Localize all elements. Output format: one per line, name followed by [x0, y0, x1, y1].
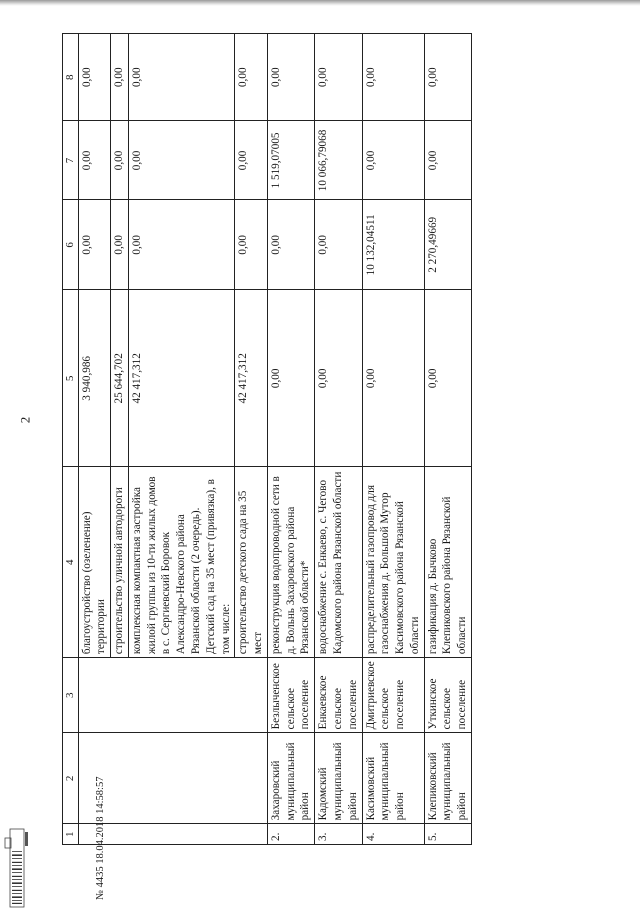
- value-col8: 0,00: [78, 34, 111, 121]
- row-number: 4.: [362, 824, 424, 845]
- register-table: [62, 33, 472, 845]
- settlement-cell: Безлыченское сельское поселение: [267, 658, 314, 733]
- value-col8: 0,00: [362, 34, 424, 121]
- value-col7: 0,00: [362, 121, 424, 200]
- table-header-row: [63, 34, 79, 845]
- rotated-table-container: [62, 33, 617, 845]
- object-cell: строительство детского сада на 35 мест: [235, 467, 268, 658]
- value-col7: 0,00: [111, 121, 129, 200]
- value-col6: 0,00: [267, 200, 314, 290]
- settlement-cell: Дмитриевское сельское поселение: [362, 658, 424, 733]
- value-col6: 10 132,04511: [362, 200, 424, 290]
- settlement-cell: Енкаевское сельское поселение: [315, 658, 362, 733]
- row-number: 3.: [315, 824, 362, 845]
- value-col6: 0,00: [315, 200, 362, 290]
- district-cell: Захаровский муниципальный район: [267, 733, 314, 824]
- district-cell: Клепиковский муниципальный район: [424, 733, 471, 824]
- column-header-4: 4: [63, 467, 79, 658]
- value-col5: 0,00: [424, 290, 471, 467]
- column-header-6: 6: [63, 200, 79, 290]
- column-header-1: 1: [63, 824, 79, 845]
- object-cell: благоустройство (озеленение) территории: [78, 467, 111, 658]
- district-cell: Кадомский муниципальный район: [315, 733, 362, 824]
- value-col5: 42 417,312: [128, 290, 234, 467]
- settlement-cell: [78, 658, 267, 733]
- barcode-icon: [2, 828, 32, 908]
- table-row: [424, 34, 471, 845]
- object-cell: газификация д. Бычково Клепиковского района Рязанской области: [424, 467, 471, 658]
- table-row: [78, 34, 111, 845]
- district-cell: [78, 733, 267, 824]
- object-cell: реконструкция водопроводной сети в д. Вольнь Захаровского района Рязанской области*: [267, 467, 314, 658]
- value-col8: 0,00: [128, 34, 234, 121]
- value-col5: 25 644,702: [111, 290, 129, 467]
- value-col6: 2 270,49669: [424, 200, 471, 290]
- object-cell: водоснабжение с. Енкаево, с. Чегово Кадомского района Рязанской области: [315, 467, 362, 658]
- column-header-8: 8: [63, 34, 79, 121]
- value-col5: 42 417,312: [235, 290, 268, 467]
- row-number: 2.: [267, 824, 314, 845]
- settlement-cell: Уткинское сельское поселение: [424, 658, 471, 733]
- scan-edge: [0, 0, 640, 6]
- column-header-2: 2: [63, 733, 79, 824]
- table-row: [362, 34, 424, 845]
- value-col8: 0,00: [235, 34, 268, 121]
- value-col7: 0,00: [128, 121, 234, 200]
- table-row: [315, 34, 362, 845]
- value-col5: 3 940,986: [78, 290, 111, 467]
- value-col7: 10 066,79068: [315, 121, 362, 200]
- value-col8: 0,00: [315, 34, 362, 121]
- column-header-5: 5: [63, 290, 79, 467]
- value-col6: 0,00: [78, 200, 111, 290]
- column-header-7: 7: [63, 121, 79, 200]
- value-col8: 0,00: [111, 34, 129, 121]
- value-col6: 0,00: [111, 200, 129, 290]
- value-col5: 0,00: [362, 290, 424, 467]
- object-cell: комплексная компактная застройка жилой группы из 10-ти жилых домов в с. Сергиевский Боровок Александро-Невского района Рязанской области (2 очередь). Детский сад на 35 мест (привязка), в том числе:: [128, 467, 234, 658]
- page-number: 2: [17, 416, 33, 424]
- value-col7: 0,00: [78, 121, 111, 200]
- row-number: [78, 824, 267, 845]
- table-row: [267, 34, 314, 845]
- value-col6: 0,00: [235, 200, 268, 290]
- object-cell: распределительный газопровод для газоснабжения д. Большой Мутор Касимовского района Рязанской области: [362, 467, 424, 658]
- object-cell: строительство уличной автодороги: [111, 467, 129, 658]
- row-number: 5.: [424, 824, 471, 845]
- column-header-3: 3: [63, 658, 79, 733]
- value-col7: 1 519,07005: [267, 121, 314, 200]
- value-col7: 0,00: [235, 121, 268, 200]
- value-col5: 0,00: [267, 290, 314, 467]
- value-col5: 0,00: [315, 290, 362, 467]
- registration-stamp: [2, 828, 32, 908]
- value-col6: 0,00: [128, 200, 234, 290]
- document-registration-number: № 4435 18.04.2018 14:58:57: [95, 776, 106, 900]
- value-col8: 0,00: [424, 34, 471, 121]
- value-col7: 0,00: [424, 121, 471, 200]
- value-col8: 0,00: [267, 34, 314, 121]
- district-cell: Касимовский муниципальный район: [362, 733, 424, 824]
